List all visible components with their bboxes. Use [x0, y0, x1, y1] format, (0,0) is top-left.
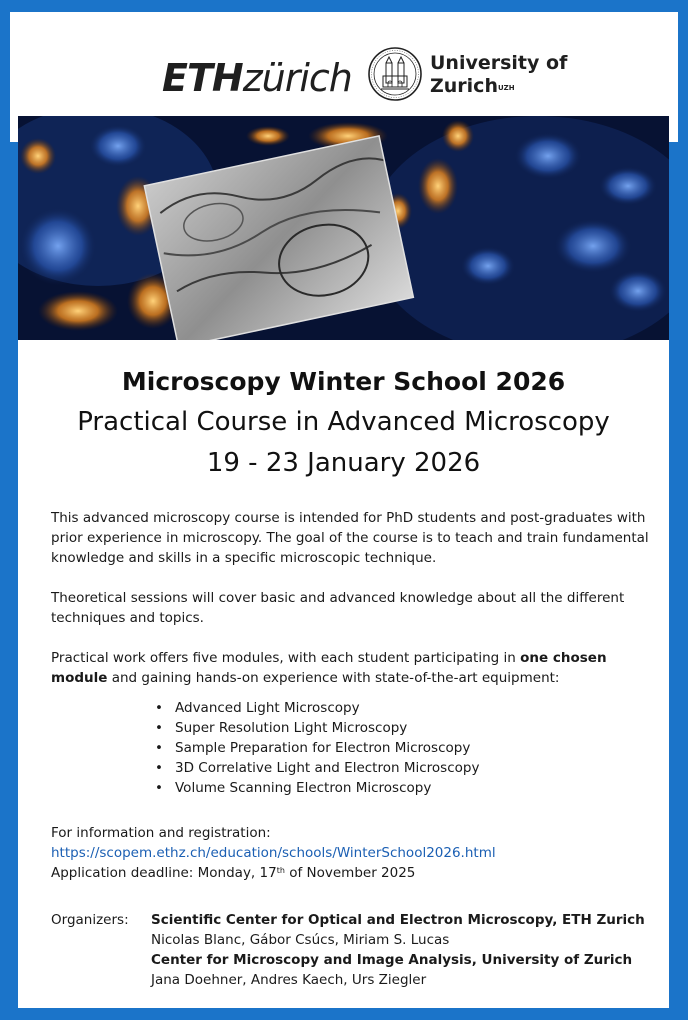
uzh-seal-icon [367, 46, 423, 102]
list-item: • 3D Correlative Light and Electron Microscopy [155, 760, 480, 776]
registration-link[interactable]: https://scopem.ethz.ch/education/schools/WinterSchool2026.html [51, 845, 496, 861]
list-item: • Sample Preparation for Electron Microscopy [155, 740, 471, 756]
list-item: • Advanced Light Microscopy [155, 700, 360, 716]
organizer-center-eth: Scientific Center for Optical and Electron Microscopy, ETH Zurich [151, 912, 645, 928]
list-item: • Volume Scanning Electron Microscopy [155, 780, 432, 796]
intro-paragraph: This advanced microscopy course is intended for PhD students and post-graduates with prior experience in microscopy. The goal of the course is to teach and train fundamental knowledge and skills in a specific microscopic technique. [51, 510, 649, 566]
modules-list [51, 698, 651, 798]
organizer-center-uzh: Center for Microscopy and Image Analysis, University of Zurich [151, 952, 633, 968]
organizer-people-uzh: Jana Doehner, Andres Kaech, Urs Ziegler [151, 972, 427, 988]
organizer-people-eth: Nicolas Blanc, Gábor Csúcs, Miriam S. Lucas [151, 932, 450, 948]
uzh-logo-text: University of Zurich$^{UZH}$ [430, 52, 568, 97]
practical-paragraph: Practical work offers five modules, with each student participating in one chosen module and gaining hands-on experience with state-of-the-art equipment: [51, 650, 607, 686]
body-text [51, 508, 651, 990]
microscopy-hero-image [18, 116, 669, 340]
page-title: Microscopy Winter School 2026 [121, 367, 566, 396]
application-deadline: Application deadline: Monday, 17th of November 2025 [51, 865, 416, 881]
registration-label: For information and registration: [51, 825, 271, 841]
theory-paragraph: Theoretical sessions will cover basic and advanced knowledge about all the different techniques and topics. [51, 590, 625, 626]
content-panel [18, 340, 669, 1008]
organizers-label: Organizers: [51, 912, 129, 928]
eth-zurich-logo: ETHzürich [162, 56, 352, 100]
list-item: • Super Resolution Light Microscopy [155, 720, 408, 736]
course-dates: 19 - 23 January 2026 [206, 448, 481, 478]
registration-info [51, 823, 651, 883]
organizers [51, 910, 651, 990]
title-block [18, 362, 669, 484]
page-subtitle: Practical Course in Advanced Microscopy [77, 407, 610, 437]
